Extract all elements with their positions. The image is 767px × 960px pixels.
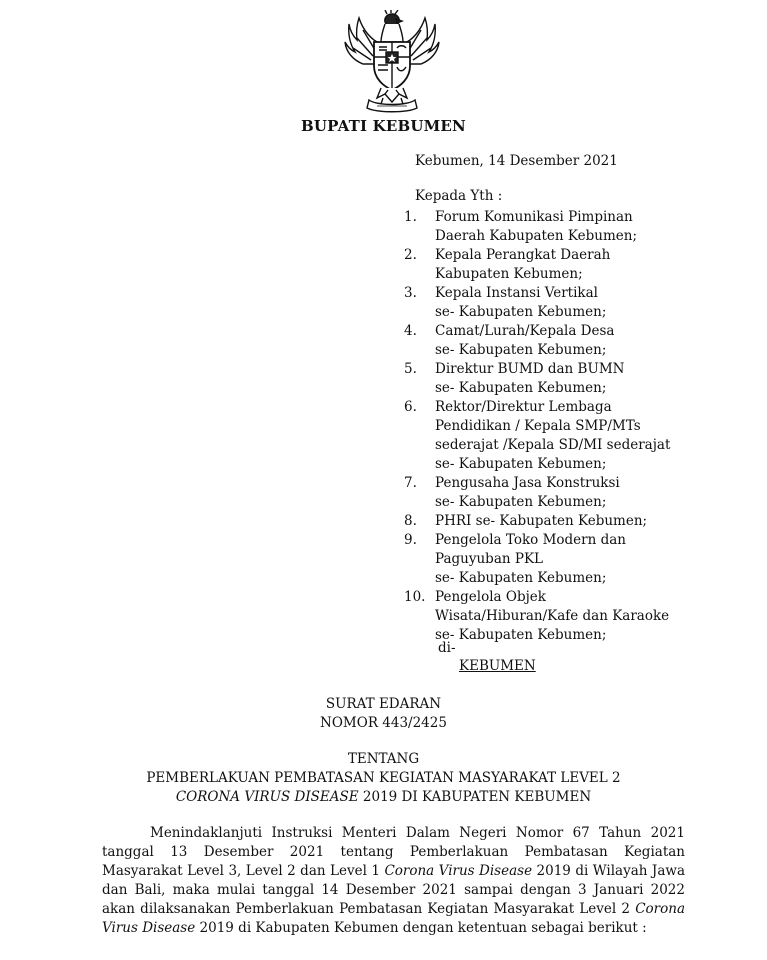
- addressee-item-text: [435, 398, 734, 474]
- addressee-item-line: Pengusaha Jasa Konstruksi: [435, 475, 620, 491]
- addressee-item-line: PHRI se- Kabupaten Kebumen;: [435, 513, 648, 529]
- addressee-item: [404, 474, 734, 512]
- body-paragraph: [102, 824, 685, 938]
- addressee-item-number: 9.: [404, 532, 417, 548]
- addressee-item: [404, 360, 734, 398]
- addressee-item-line: Camat/Lurah/Kepala Desa: [435, 323, 615, 339]
- document-number: NOMOR 443/2425: [320, 715, 447, 731]
- addressee-item-line: se- Kabupaten Kebumen;: [435, 456, 607, 472]
- addressee-item-line: se- Kabupaten Kebumen;: [435, 380, 607, 396]
- addressee-item-line: se- Kabupaten Kebumen;: [435, 627, 607, 643]
- letterhead-title: BUPATI KEBUMEN: [301, 117, 466, 135]
- addressee-item-line: Daerah Kabupaten Kebumen;: [435, 228, 637, 244]
- addressee-item-number: 1.: [404, 209, 417, 225]
- addressee-item-text: [435, 360, 734, 398]
- addressee-item-text: [435, 208, 734, 246]
- addressee-item-line: Pengelola Objek: [435, 589, 546, 605]
- addressee-item-text: [435, 322, 734, 360]
- addressee-item-number: 4.: [404, 323, 417, 339]
- addressee-item-number: 2.: [404, 247, 417, 263]
- addressee-at-label: di-: [438, 640, 456, 656]
- addressee-item: [404, 208, 734, 246]
- addressee-item: [404, 398, 734, 474]
- body-text-e: 2019 di Kabupaten Kebumen dengan ketentuan sebagai berikut :: [195, 920, 647, 936]
- body-italic-1: Corona Virus Disease: [384, 863, 533, 879]
- addressee-item-number: 3.: [404, 285, 417, 301]
- addressee-item-number: 6.: [404, 399, 417, 415]
- subject-line-1: PEMBERLAKUAN PEMBATASAN KEGIATAN MASYARAKAT LEVEL 2: [146, 770, 621, 786]
- addressee-item-line: se- Kabupaten Kebumen;: [435, 342, 607, 358]
- body-italic-2: Corona Virus Disease: [102, 901, 685, 936]
- addressee-item: [404, 588, 734, 645]
- addressee-item: [404, 512, 734, 531]
- addressee-item: [404, 246, 734, 284]
- addressee-item-text: [435, 474, 734, 512]
- body-text-c: 2019 di Wilayah Jawa dan Bali, maka mulai tanggal 14 Desember 2021 sampai dengan 3 Januari 2022 akan dilaksanakan Pemberlakuan Pembatasan Kegiatan Masyarakat Level 2: [102, 863, 685, 917]
- subject-line-2-rest: 2019 DI KABUPATEN KEBUMEN: [358, 789, 592, 805]
- addressee-item-line: se- Kabupaten Kebumen;: [435, 494, 607, 510]
- addressee-item: [404, 531, 734, 588]
- subject-line-2: [0, 789, 767, 805]
- addressee-item-line: Paguyuban PKL: [435, 551, 543, 567]
- addressee-list: [404, 208, 734, 645]
- addressee-greeting: Kepada Yth :: [415, 188, 503, 204]
- addressee-item-number: 10.: [404, 589, 426, 605]
- garuda-emblem-icon: [341, 10, 443, 114]
- addressee-item-line: Kepala Instansi Vertikal: [435, 285, 598, 301]
- addressee-item-text: [435, 246, 734, 284]
- addressee-item-line: Wisata/Hiburan/Kafe dan Karaoke: [435, 608, 670, 624]
- addressee-item-line: Rektor/Direktur Lembaga: [435, 399, 612, 415]
- addressee-item: [404, 284, 734, 322]
- addressee-item-number: 8.: [404, 513, 417, 529]
- addressee-item-text: [435, 284, 734, 322]
- document-type: SURAT EDARAN: [325, 696, 442, 712]
- addressee-item-line: sederajat /Kepala SD/MI sederajat: [435, 437, 671, 453]
- addressee-item-line: Kepala Perangkat Daerah: [435, 247, 611, 263]
- addressee-destination: KEBUMEN: [459, 658, 536, 674]
- subject-label: TENTANG: [347, 751, 420, 767]
- addressee-item-line: Direktur BUMD dan BUMN: [435, 361, 625, 377]
- addressee-item-line: Pengelola Toko Modern dan: [435, 532, 626, 548]
- subject-italic-term: CORONA VIRUS DISEASE: [175, 789, 359, 805]
- date-line: Kebumen, 14 Desember 2021: [415, 153, 618, 169]
- addressee-item-line: se- Kabupaten Kebumen;: [435, 570, 607, 586]
- addressee-item-line: Kabupaten Kebumen;: [435, 266, 583, 282]
- addressee-item-line: se- Kabupaten Kebumen;: [435, 304, 607, 320]
- addressee-item-number: 5.: [404, 361, 417, 377]
- addressee-item-text: [435, 512, 734, 531]
- addressee-item-text: [435, 588, 734, 645]
- addressee-item-line: Forum Komunikasi Pimpinan: [435, 209, 633, 225]
- addressee-item-text: [435, 531, 734, 588]
- addressee-item: [404, 322, 734, 360]
- addressee-item-line: Pendidikan / Kepala SMP/MTs: [435, 418, 641, 434]
- addressee-item-number: 7.: [404, 475, 417, 491]
- body-text-a: Menindaklanjuti Instruksi Menteri Dalam Negeri Nomor 67 Tahun 2021 tanggal 13 Desember 2021 tentang Pemberlakuan Pembatasan Kegiatan Masyarakat Level 3, Level 2 dan Level 1: [102, 825, 685, 879]
